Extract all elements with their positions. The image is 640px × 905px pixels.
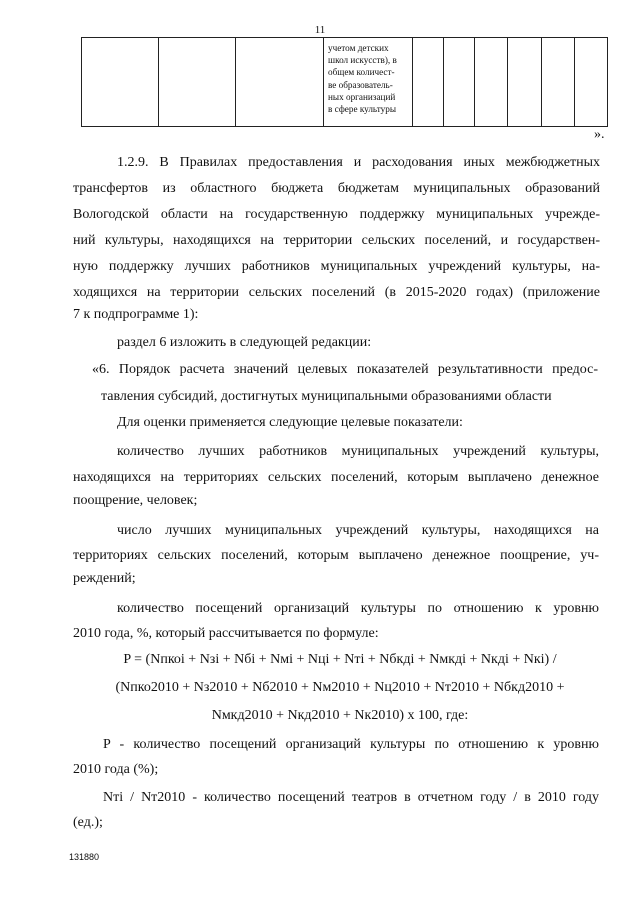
- paragraph-line: 2010 года (%);: [73, 762, 159, 777]
- table-cell: [508, 38, 542, 127]
- paragraph-line: трансфертов из областного бюджета бюджетам муниципальных образований: [73, 181, 600, 196]
- indicator-3: [117, 596, 599, 622]
- paragraph-line: находящихся на территориях сельских поселений, которым выплачено денежное: [73, 470, 599, 485]
- table-cell: [413, 38, 444, 127]
- formula-line-3: Nмкд2010 + Nкд2010 + Nк2010) х 100, где:: [211, 708, 469, 723]
- formula-line-2: (Nпко2010 + Nз2010 + Nб2010 + Nм2010 + Nц2010 + Nт2010 + Nбкд2010 +: [115, 680, 565, 695]
- section-6-instruction: раздел 6 изложить в следующей редакции:: [117, 335, 372, 350]
- paragraph-line: территориях сельских поселений, которым выплачено денежное поощрение, уч-: [73, 548, 599, 563]
- indicator-2: [117, 518, 599, 544]
- paragraph-line: число лучших муниципальных учреждений культуры, находящихся на: [117, 523, 599, 538]
- table-cell: [82, 38, 159, 127]
- paragraph-line: реждений;: [73, 571, 136, 586]
- table-cell: [159, 38, 236, 127]
- paragraph-line: ний культуры, находящихся на территории сельских поселений, и государствен-: [73, 233, 600, 248]
- paragraph-line: 7 к подпрограмме 1):: [73, 307, 199, 322]
- table-cell: [575, 38, 608, 127]
- indicator-2-cont: [73, 543, 599, 569]
- paragraph-line: ходящихся на территории сельских поселений (в 2015-2020 годах) (приложение: [73, 285, 600, 300]
- table-cell: [542, 38, 575, 127]
- table-cell: [475, 38, 508, 127]
- paragraph-line: 1.2.9. В Правилах предоставления и расходования иных межбюджетных: [117, 155, 600, 170]
- table-cell: [444, 38, 475, 127]
- table-cell-text-content: учетом детских школ искусств), в общем количест- ве образователь- ных организаций в сфере культуры: [328, 43, 397, 115]
- paragraph-line: поощрение, человек;: [73, 493, 198, 508]
- paragraph-line: количество посещений организаций культуры по отношению к уровню: [117, 601, 599, 616]
- table-cell-text: [324, 38, 413, 127]
- table-cell: [236, 38, 324, 127]
- document-code: 131880: [69, 852, 100, 862]
- paragraph-line: ную поддержку лучших работников муниципальных учреждений культуры, на-: [73, 259, 600, 274]
- heading-line: «6. Порядок расчета значений целевых показателей результативности предос-: [92, 362, 598, 377]
- section-6-heading: [92, 357, 598, 383]
- formula-line-1: P = (Nпкоi + Nзi + Nбi + Nмi + Nцi + Nтi + Nбкдi + Nмкдi + Nкдi + Nкi) /: [123, 652, 557, 667]
- heading-line: тавления субсидий, достигнутых муниципальными образованиями области: [101, 389, 552, 404]
- paragraph-line: Nтi / Nт2010 - количество посещений театров в отчетном году / в 2010 году: [103, 790, 599, 805]
- paragraph-line: количество лучших работников муниципальных учреждений культуры,: [117, 444, 599, 459]
- indicator-1-cont: [73, 465, 599, 491]
- paragraph-line: P - количество посещений организаций культуры по отношению к уровню: [103, 737, 599, 752]
- table-closing-quote: ».: [594, 127, 605, 142]
- paragraph-line: Вологодской области на государственную поддержку муниципальных учрежде-: [73, 207, 600, 222]
- paragraph-line: (ед.);: [73, 815, 103, 830]
- definition-nt: [103, 785, 599, 811]
- paragraph-1-2-9: [73, 150, 600, 306]
- continued-table: [81, 37, 608, 127]
- paragraph-line: 2010 года, %, который рассчитывается по формуле:: [73, 626, 379, 641]
- table-row: [82, 38, 608, 127]
- indicator-1: [117, 439, 599, 465]
- page-number: 11: [314, 24, 326, 36]
- assessment-intro: Для оценки применяется следующие целевые показатели:: [117, 415, 463, 430]
- definition-p: [103, 732, 599, 758]
